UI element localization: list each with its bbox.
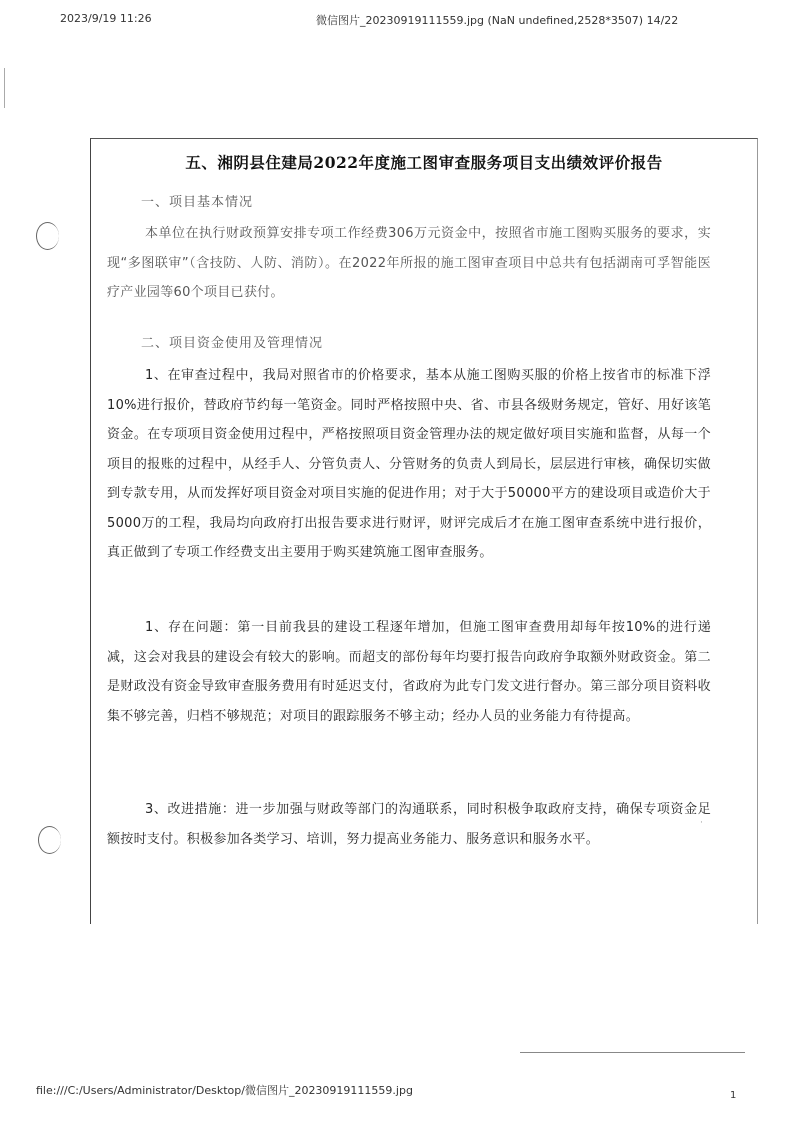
scan-speck: · <box>700 818 703 828</box>
paragraph-improvements: 3、改进措施：进一步加强与财政等部门的沟通联系，同时积极争取政府支持，确保专项资金足额按时支付。积极参加各类学习、培训，努力提高业务能力、服务意识和服务水平。 <box>107 802 711 847</box>
browser-header-doc-info: 微信图片_20230919111559.jpg (NaN undefined,2528*3507) 14/22 <box>316 14 679 27</box>
paragraph-basic-info: 本单位在执行财政预算安排专项工作经费306万元资金中，按照省市施工图购买服务的要求，实现“多图联审”（含技防、人防、消防）。在2022年所报的施工图审查项目中总共有包括湖南可孚智能医疗产业园等60个项目已获付。 <box>107 226 711 300</box>
browser-footer-file-path: file:///C:/Users/Administrator/Desktop/微信图片_20230919111559.jpg <box>36 1084 413 1097</box>
browser-header-datetime: 2023/9/19 11:26 <box>60 12 152 25</box>
section-heading-fund-usage: 二、项目资金使用及管理情况 <box>141 336 324 351</box>
document-title: 五、湘阴县住建局2022年度施工图审查服务项目支出绩效评价报告 <box>185 153 663 172</box>
paragraph-problems: 1、存在问题：第一目前我县的建设工程逐年增加，但施工图审查费用却每年按10%的进行递减，这会对我县的建设会有较大的影响。而超支的部份每年均要打报告向政府争取额外财政资金。第二是财政没有资金导致审查服务费用有时延迟支付，省政府为此专门发文进行督办。第三部分项目资料收集不够完善，归档不够规范；对项目的跟踪服务不够主动；经办人员的业务能力有待提高。 <box>107 620 711 724</box>
margin-mark <box>4 68 5 108</box>
punch-hole <box>36 222 59 250</box>
paragraph-fund-usage: 1、在审查过程中，我局对照省市的价格要求，基本从施工图购买服的价格上按省市的标准下浮10%进行报价，替政府节约每一笔资金。同时严格按照中央、省、市县各级财务规定，管好、用好该笔资金。在专项项目资金使用过程中，严格按照项目资金管理办法的规定做好项目实施和监督，从每一个项目的报账的过程中，从经手人、分管负责人、分管财务的负责人到局长，层层进行审核，确保切实做到专款专用，从而发挥好项目资金对项目实施的促进作用；对于大于50000平方的建设项目或造价大于5000万的工程，我局均向政府打出报告要求进行财评，财评完成后才在施工图审查系统中进行报价，真正做到了专项工作经费支出主要用于购买建筑施工图审查服务。 <box>107 368 711 560</box>
scanned-document-page <box>90 138 758 924</box>
section-heading-basic-info: 一、项目基本情况 <box>141 195 254 210</box>
browser-footer-page-number: 1 <box>730 1090 737 1101</box>
footer-rule <box>520 1052 745 1053</box>
punch-hole <box>38 826 61 854</box>
